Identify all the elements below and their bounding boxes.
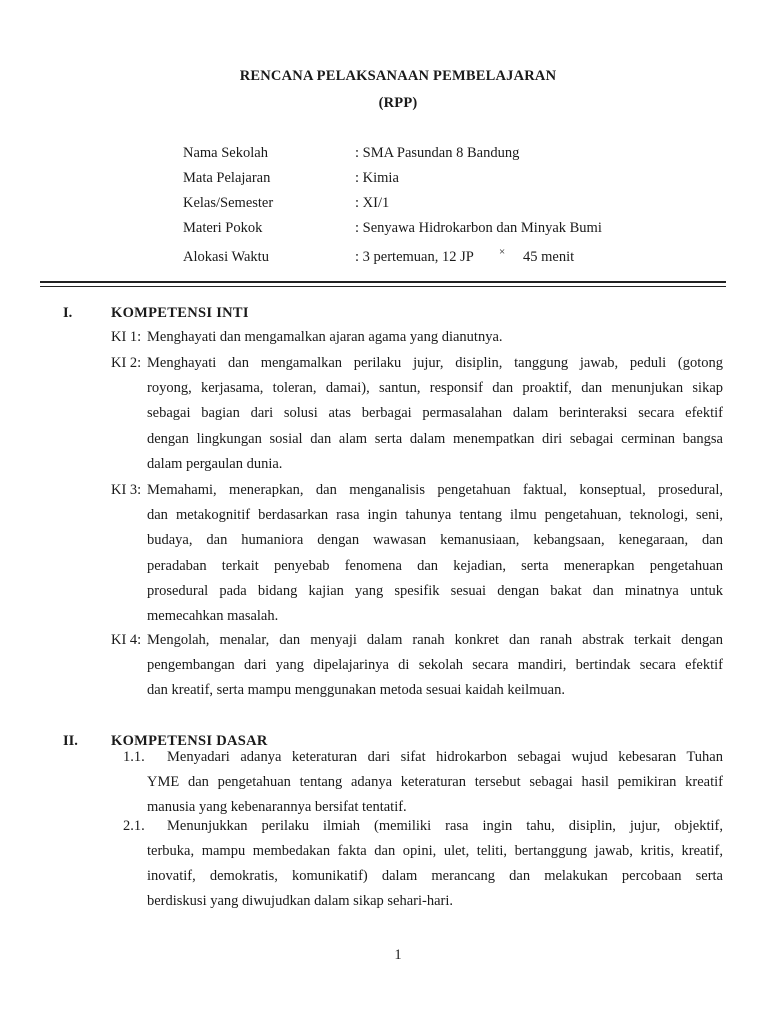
ki3-label: KI 3: [111, 482, 142, 498]
ki3-line: prosedural pada bidang kajian yang spesifik sesuai dengan bakat dan minatnya untuk [147, 582, 723, 599]
kd21-line: inovatif, demokratis, komunikatif) dalam merancang dan melakukan percobaan serta [147, 868, 723, 885]
section1-number: I. [63, 305, 73, 321]
kd11-line: YME dan pengetahuan tentang adanya keteraturan tersebut sebagai hasil pemikiran kreatif [147, 774, 723, 790]
kd11-line: manusia yang kebenarannya bersifat tentatif. [147, 799, 407, 816]
ki3-line: peradaban terkait penyebab fenomena dan kejadian, serta menerapkan pengetahuan [147, 557, 723, 574]
ki1-text [147, 325, 723, 350]
kd21-text-first [167, 814, 723, 839]
ki1-label: KI 1: [111, 329, 142, 345]
meta-value-school: : SMA Pasundan 8 Bandung [355, 145, 520, 161]
ki2-line: sebagai bagian dari solusi atas berbagai permasalahan dalam berinteraksi secara efektif [147, 405, 723, 422]
kd11-text-rest [147, 770, 723, 820]
ki3-line: dan metakognitif berdasarkan rasa ingin tahunya tentang ilmu pengetahuan, teknologi, seni, [147, 507, 723, 524]
meta-label-school: Nama Sekolah [183, 145, 268, 161]
meta-value-class: : XI/1 [355, 195, 390, 211]
ki2-label: KI 2: [111, 355, 142, 371]
kd11-text-first [167, 745, 723, 770]
kd21-text-rest [147, 839, 723, 915]
ki2-line: dengan lingkungan sosial dan alam serta dalam menempatkan diri sebagai cerminan bangsa [147, 430, 723, 447]
meta-value-time: : 3 pertemuan, 12 JP [355, 249, 474, 265]
page-number: 1 [394, 947, 402, 963]
ki4-text [147, 628, 723, 704]
kd21-line: terbuka, mampu membedakan fakta dan opini, ulet, teliti, bertanggung jawab, kritis, kreatif, [147, 843, 723, 859]
ki3-line: budaya, dan humaniora dengan wawasan kemanusiaan, kebangsaan, kenegaraan, dan [147, 532, 723, 549]
meta-value-time-suffix: 45 menit [523, 249, 575, 265]
divider-thin [40, 286, 726, 287]
ki4-line: dan kreatif, serta mampu menggunakan metoda sesuai kaidah keilmuan. [147, 682, 565, 699]
meta-label-time: Alokasi Waktu [183, 249, 269, 265]
meta-label-class: Kelas/Semester [183, 195, 274, 211]
kd11-label: 1.1. [123, 749, 145, 765]
ki4-line: Mengolah, menalar, dan menyaji dalam ranah konkret dan ranah abstrak terkait dengan [147, 632, 723, 648]
meta-value-topic: : Senyawa Hidrokarbon dan Minyak Bumi [355, 220, 602, 236]
ki3-line: Memahami, menerapkan, dan menganalisis pengetahuan faktual, konseptual, prosedural, [147, 482, 723, 498]
document-title: RENCANA PELAKSANAAN PEMBELAJARAN [239, 68, 557, 84]
ki3-text [147, 478, 723, 629]
kd21-label: 2.1. [123, 818, 145, 834]
meta-label-topic: Materi Pokok [183, 220, 263, 236]
kd11-line: Menyadari adanya keteraturan dari sifat hidrokarbon sebagai wujud kebesaran Tuhan [167, 749, 723, 765]
meta-value-subject: : Kimia [355, 170, 399, 186]
meta-label-subject: Mata Pelajaran [183, 170, 271, 186]
ki4-label: KI 4: [111, 632, 142, 648]
multiply-sign: × [499, 246, 506, 258]
section2-title: KOMPETENSI DASAR [111, 733, 268, 749]
ki2-text [147, 351, 723, 477]
ki2-line: royong, kerjasama, toleran, damai), santun, responsif dan proaktif, dan menunjukan sikap [147, 380, 723, 397]
kd21-line: Menunjukkan perilaku ilmiah (memiliki rasa ingin tahu, disiplin, jujur, objektif, [167, 818, 723, 834]
ki2-line: Menghayati dan mengamalkan perilaku jujur, disiplin, tanggung jawab, peduli (gotong [147, 355, 723, 371]
section1-title: KOMPETENSI INTI [111, 305, 249, 321]
section2-number: II. [63, 733, 78, 749]
document-subtitle: (RPP) [378, 95, 418, 111]
divider-thick [40, 281, 726, 283]
ki1-line: Menghayati dan mengamalkan ajaran agama yang dianutnya. [147, 329, 503, 345]
ki3-line: memecahkan masalah. [147, 607, 279, 624]
kd21-line: berdiskusi yang diwujudkan dalam sikap sehari-hari. [147, 893, 454, 910]
ki2-line: dalam pergaulan dunia. [147, 455, 283, 472]
ki4-line: pengembangan dari yang dipelajarinya di sekolah secara mandiri, bertindak secara efektif [147, 657, 723, 674]
